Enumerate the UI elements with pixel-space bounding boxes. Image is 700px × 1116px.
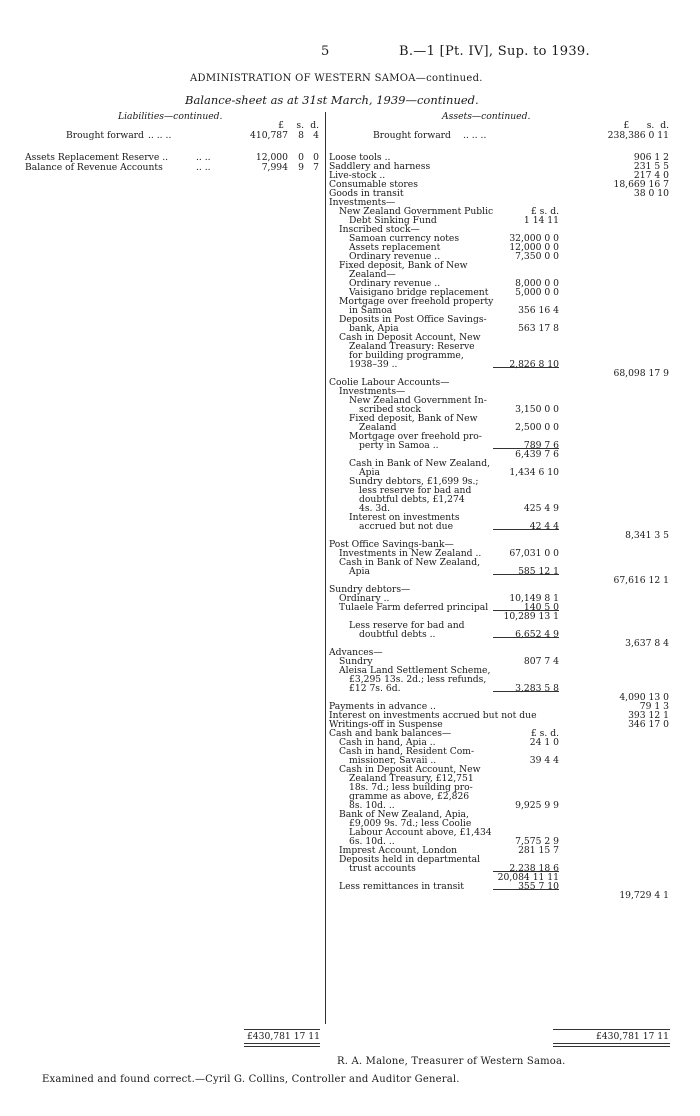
asset-line-label: Cash in Deposit Account, New — [339, 764, 481, 775]
asset-line-label: £9,009 9s. 7d.; less Coolie — [349, 818, 472, 829]
liab-row-shillings: 8 — [298, 130, 304, 141]
asset-line-right-amount: 79 1 3 — [639, 701, 669, 712]
asset-line-right-amount: 18,669 16 7 — [613, 179, 669, 190]
asset-line-right-amount: 217 4 0 — [633, 170, 669, 181]
asset-line-label: Fixed deposit, Bank of New — [339, 260, 468, 271]
asset-line-label: Cash in Bank of New Zealand, — [349, 458, 491, 469]
assets-brought-forward-leaders: .. .. .. — [463, 130, 487, 141]
asset-line-middle-amount: 32,000 0 0 — [509, 233, 559, 244]
asset-line-middle-amount: 3,283 5 8 — [515, 683, 559, 694]
asset-line-label: Advances— — [329, 647, 383, 658]
assets-col-shilling: s. — [646, 120, 655, 131]
page-number: 5 — [321, 44, 330, 59]
auditor-certification: Examined and found correct.—Cyril G. Collins, Controller and Auditor General. — [42, 1074, 460, 1085]
asset-line-middle-amount: 356 16 4 — [518, 305, 559, 316]
asset-line-middle-amount: 789 7 6 — [523, 440, 559, 451]
asset-line-label: Live-stock .. — [329, 170, 386, 181]
asset-line-middle-amount: 355 7 10 — [518, 881, 559, 892]
asset-line-label: Investments— — [329, 197, 396, 208]
asset-line-label: Apia — [359, 467, 380, 478]
liab-row-shillings: 9 — [298, 162, 304, 173]
asset-line-label: Mortgage over freehold property — [339, 296, 494, 307]
asset-line-middle-amount: 5,000 0 0 — [515, 287, 559, 298]
asset-line-label: 4s. 3d. — [359, 503, 391, 514]
asset-line-label: New Zealand Government Public — [339, 206, 494, 217]
asset-line-right-amount: 231 5 5 — [633, 161, 669, 172]
liab-col-pound: £ — [278, 120, 284, 131]
asset-line-right-amount: 68,098 17 9 — [613, 368, 669, 379]
asset-line-label: New Zealand Government In- — [349, 395, 487, 406]
assets-panel — [325, 0, 700, 1060]
asset-line-label: Cash in hand, Resident Com- — [339, 746, 475, 757]
liab-row-leaders: .. .. — [196, 152, 211, 163]
asset-line-middle-amount: 563 17 8 — [518, 323, 559, 334]
liabilities-heading: Liabilities—continued. — [118, 111, 223, 122]
liab-row-pounds: 410,787 — [250, 130, 288, 141]
asset-line-middle-amount: 281 15 7 — [518, 845, 559, 856]
asset-line-label: doubtful debts .. — [359, 629, 436, 640]
asset-line-right-amount: 4,090 13 0 — [619, 692, 669, 703]
asset-line-middle-amount: 2,500 0 0 — [515, 422, 559, 433]
asset-line-label: Loose tools .. — [329, 152, 391, 163]
asset-line-right-amount: 67,616 12 1 — [613, 575, 669, 586]
asset-line-right-amount: 19,729 4 1 — [619, 890, 669, 901]
asset-line-label: Cash in Bank of New Zealand, — [339, 557, 481, 568]
asset-line-label: Apia — [349, 566, 370, 577]
liab-row-label: Balance of Revenue Accounts — [25, 162, 163, 173]
asset-line-middle-amount: 10,149 8 1 — [509, 593, 559, 604]
asset-line-label: 6s. 10d. .. — [349, 836, 395, 847]
asset-line-middle-amount: 7,575 2 9 — [515, 836, 559, 847]
asset-line-label: Bank of New Zealand, Apia, — [339, 809, 469, 820]
asset-line-label: Inscribed stock— — [339, 224, 420, 235]
asset-line-label: doubtful debts, £1,274 — [359, 494, 465, 505]
asset-line-label: Imprest Account, London — [339, 845, 458, 856]
asset-line-label: missioner, Savaii .. — [349, 755, 437, 766]
asset-line-label: Interest on investments accrued but not due — [329, 710, 537, 721]
section-close-rule — [493, 574, 559, 575]
section-close-rule — [493, 529, 559, 530]
liab-row-pence: 7 — [313, 162, 319, 173]
asset-line-label: Samoan currency notes — [349, 233, 460, 244]
asset-line-label: Sundry debtors, £1,699 9s.; — [349, 476, 479, 487]
liab-row-shillings: 0 — [298, 152, 304, 163]
asset-line-middle-amount: 1,434 6 10 — [509, 467, 559, 478]
asset-line-middle-amount: 10,289 13 1 — [503, 611, 559, 622]
liab-col-pence: d. — [310, 120, 319, 131]
asset-line-label: Aleisa Land Settlement Scheme, — [339, 665, 491, 676]
asset-line-label: Interest on investments — [349, 512, 460, 523]
asset-line-label: for building programme, — [349, 350, 464, 361]
asset-line-middle-amount: 12,000 0 0 — [509, 242, 559, 253]
asset-line-middle-amount: £ s. d. — [530, 728, 559, 739]
asset-line-right-amount: 38 0 10 — [633, 188, 669, 199]
liab-row-leaders: .. .. — [196, 162, 211, 173]
liab-row-pence: 0 — [313, 152, 319, 163]
asset-line-label: Goods in transit — [329, 188, 404, 199]
document-reference: B.—1 [Pt. IV], Sup. to 1939. — [399, 44, 590, 59]
asset-line-label: £12 7s. 6d. — [349, 683, 401, 694]
asset-line-label: Cash and bank balances— — [329, 728, 452, 739]
asset-line-middle-amount: 6,652 4 9 — [515, 629, 559, 640]
asset-line-label: less reserve for bad and — [359, 485, 472, 496]
asset-line-label: Zealand — [359, 422, 397, 433]
liab-col-shilling: s. — [296, 120, 304, 131]
asset-line-label: Payments in advance .. — [329, 701, 436, 712]
asset-line-right-amount: 3,637 8 4 — [625, 638, 669, 649]
asset-line-middle-amount: 585 12 1 — [518, 566, 559, 577]
asset-line-right-amount: 906 1 2 — [633, 152, 669, 163]
asset-line-middle-amount: £ s. d. — [530, 206, 559, 217]
assets-total-rule — [553, 1029, 670, 1030]
liab-total-rule — [244, 1029, 320, 1030]
liab-row-pounds: 7,994 — [261, 162, 288, 173]
section-close-rule — [493, 367, 559, 368]
asset-line-label: 8s. 10d. .. — [349, 800, 395, 811]
asset-line-label: 18s. 7d.; less building pro- — [349, 782, 473, 793]
subtotal-rule — [493, 871, 559, 872]
asset-line-label: in Samoa — [349, 305, 393, 316]
asset-line-label: 1938–39 .. — [349, 359, 398, 370]
asset-line-middle-amount: 39 4 4 — [529, 755, 559, 766]
asset-line-label: Consumable stores — [329, 179, 418, 190]
asset-line-label: Saddlery and harness — [329, 161, 431, 172]
asset-line-label: Tulaele Farm deferred principal — [339, 602, 489, 613]
asset-line-label: £3,295 13s. 2d.; less refunds, — [349, 674, 487, 685]
asset-line-label: accrued but not due — [359, 521, 454, 532]
document-title: ADMINISTRATION OF WESTERN SAMOA—continued. — [190, 73, 483, 84]
asset-line-label: Investments in New Zealand .. — [339, 548, 482, 559]
assets-col-pound: £ — [623, 120, 630, 131]
asset-line-label: scribed stock — [359, 404, 421, 415]
liab-row-leaders: .. .. .. — [148, 130, 172, 141]
asset-line-middle-amount: 2,238 18 6 — [509, 863, 559, 874]
asset-line-label: Post Office Savings-bank— — [329, 539, 454, 550]
asset-line-middle-amount: 9,925 9 9 — [515, 800, 559, 811]
asset-line-label: Less remittances in transit — [339, 881, 464, 892]
asset-line-label: Zealand Treasury, £12,751 — [349, 773, 474, 784]
liab-total: £430,781 17 11 — [246, 1031, 320, 1042]
asset-line-label: Cash in Deposit Account, New — [339, 332, 481, 343]
subtotal-rule — [493, 448, 559, 449]
asset-line-label: perty in Samoa .. — [359, 440, 439, 451]
asset-line-middle-amount: 6,439 7 6 — [515, 449, 559, 460]
asset-line-label: Ordinary revenue .. — [349, 251, 441, 262]
asset-line-middle-amount: 425 4 9 — [523, 503, 559, 514]
asset-line-right-amount: 8,341 3 5 — [625, 530, 669, 541]
section-close-rule — [493, 637, 559, 638]
liab-row-pence: 4 — [313, 130, 319, 141]
asset-line-label: trust accounts — [349, 863, 416, 874]
asset-line-right-amount: 393 12 1 — [628, 710, 669, 721]
liab-row-label: Assets Replacement Reserve .. — [25, 152, 169, 163]
asset-line-label: Deposits held in departmental — [339, 854, 481, 865]
asset-line-middle-amount: 67,031 0 0 — [509, 548, 559, 559]
treasurer-signature: R. A. Malone, Treasurer of Western Samoa. — [337, 1056, 566, 1067]
asset-line-label: Debt Sinking Fund — [349, 215, 437, 226]
asset-line-label: Cash in hand, Apia .. — [339, 737, 436, 748]
asset-line-middle-amount: 2,826 8 10 — [509, 359, 559, 370]
asset-line-middle-amount: 807 7 4 — [523, 656, 559, 667]
asset-line-label: Coolie Labour Accounts— — [329, 377, 450, 388]
asset-line-label: Zealand— — [349, 269, 396, 280]
assets-col-pence: d. — [660, 120, 669, 131]
asset-line-middle-amount: 140 5 0 — [523, 602, 559, 613]
liab-total-double-rule — [244, 1043, 320, 1047]
asset-line-middle-amount: 8,000 0 0 — [515, 278, 559, 289]
asset-line-label: Investments— — [339, 386, 406, 397]
asset-line-label: Ordinary .. — [339, 593, 390, 604]
asset-line-middle-amount: 24 1 0 — [529, 737, 559, 748]
asset-line-label: Labour Account above, £1,434 — [349, 827, 492, 838]
asset-line-middle-amount: 7,350 0 0 — [515, 251, 559, 262]
asset-line-middle-amount: 20,084 11 11 — [497, 872, 559, 883]
assets-heading: Assets—continued. — [442, 111, 531, 122]
asset-line-label: Fixed deposit, Bank of New — [349, 413, 478, 424]
asset-line-middle-amount: 1 14 11 — [523, 215, 559, 226]
asset-line-label: Assets replacement — [349, 242, 441, 253]
asset-line-label: gramme as above, £2,826 — [349, 791, 470, 802]
section-close-rule — [493, 889, 559, 890]
asset-line-right-amount: 346 17 0 — [628, 719, 669, 730]
assets-brought-forward-value: 238,386 0 11 — [607, 130, 669, 141]
asset-line-middle-amount: 3,150 0 0 — [515, 404, 559, 415]
asset-line-middle-amount: 42 4 4 — [529, 521, 559, 532]
asset-line-label: Sundry debtors— — [329, 584, 411, 595]
liabilities-panel — [0, 0, 325, 1042]
liab-row-label: Brought forward — [66, 130, 144, 141]
asset-line-label: Deposits in Post Office Savings- — [339, 314, 487, 325]
asset-line-label: Vaisigano bridge replacement — [349, 287, 489, 298]
liab-row-pounds: 12,000 — [255, 152, 288, 163]
asset-line-label: bank, Apia — [349, 323, 399, 334]
section-close-rule — [493, 691, 559, 692]
assets-brought-forward-label: Brought forward — [373, 130, 451, 141]
subtotal-rule — [493, 610, 559, 611]
asset-line-label: Sundry — [339, 656, 373, 667]
asset-line-label: Zealand Treasury: Reserve — [349, 341, 475, 352]
assets-total-double-rule — [553, 1043, 670, 1047]
asset-line-label: Writings-off in Suspense — [329, 719, 443, 730]
asset-line-label: Mortgage over freehold pro- — [349, 431, 482, 442]
asset-line-label: Less reserve for bad and — [349, 620, 465, 631]
balance-sheet-title: Balance-sheet as at 31st March, 1939—continued. — [185, 93, 479, 107]
asset-line-label: Ordinary revenue .. — [349, 278, 441, 289]
assets-total: £430,781 17 11 — [595, 1031, 669, 1042]
